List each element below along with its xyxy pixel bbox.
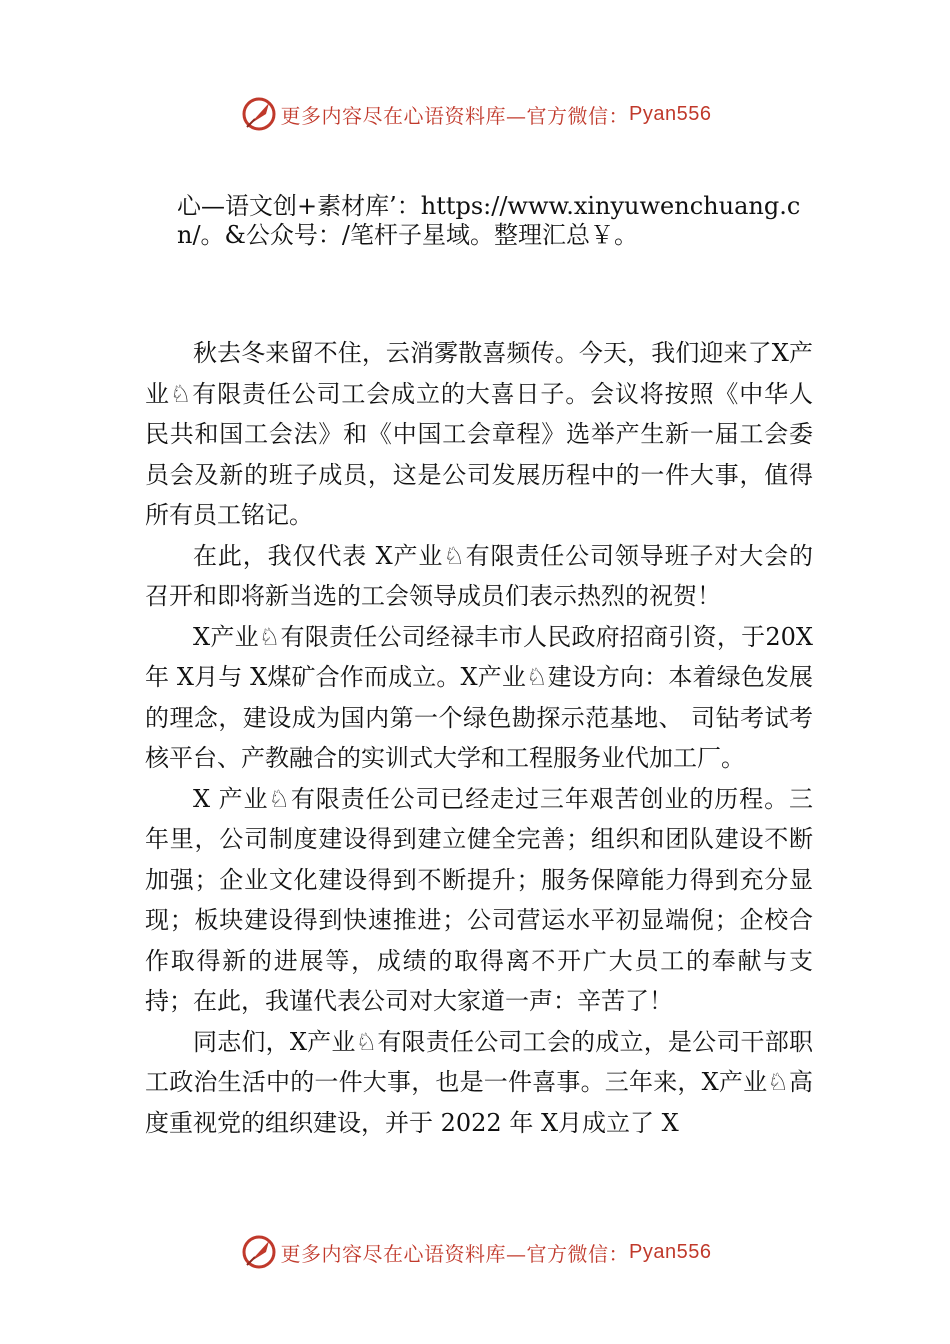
document-body bbox=[145, 333, 813, 1143]
banner-contact: Pyan556 bbox=[629, 102, 712, 125]
quill-logo-icon bbox=[239, 94, 279, 134]
paragraph: 秋去冬来留不住，云消雾散喜频传。今天，我们迎来了X产业♘有限责任公司工会成立的大喜日子。会议将按照《中华人民共和国工会法》和《中国工会章程》选举产生新一届工会委员会及新的班子成员，这是公司发展历程中的一件大事，值得所有员工铭记。 bbox=[145, 339, 813, 529]
intro-text: 心—语文创+素材库’：https://www.xinyuwenchuang.cn/。&公众号：/笔杆子星域。整理汇总￥。 bbox=[177, 192, 801, 249]
banner-contact: Pyan556 bbox=[629, 1240, 712, 1263]
paragraph: X 产业♘有限责任公司已经走过三年艰苦创业的历程。三年里，公司制度建设得到建立健全完善；组织和团队建设不断加强；企业文化建设得到不断提升；服务保障能力得到充分显现；板块建设得到快速推进；公司营运水平初显端倪；企校合作取得新的进展等，成绩的取得离不开广大员工的奉献与支持；在此，我谨代表公司对大家道一声：辛苦了！ bbox=[145, 784, 813, 1015]
banner-text: 更多内容尽在心语资料库—官方微信： bbox=[280, 103, 630, 128]
header-banner bbox=[0, 92, 950, 136]
footer-banner bbox=[0, 1230, 950, 1274]
banner-text: 更多内容尽在心语资料库—官方微信： bbox=[280, 1241, 630, 1266]
paragraph: 同志们，X产业♘有限责任公司工会的成立，是公司干部职工政治生活中的一件大事，也是一件喜事。三年来，X产业♘高度重视党的组织建设，并于 2022 年 X月成立了 X bbox=[145, 1027, 813, 1137]
paragraph: 在此，我仅代表 X产业♘有限责任公司领导班子对大会的召开和即将新当选的工会领导成员们表示热烈的祝贺！ bbox=[145, 541, 813, 610]
paragraph: X产业♘有限责任公司经禄丰市人民政府招商引资，于20X 年 X月与 X煤矿合作而成立。X产业♘建设方向：本着绿色发展的理念，建设成为国内第一个绿色勘探示范基地、 司钻考试考核平台、产教融合的实训式大学和工程服务业代加工厂。 bbox=[145, 622, 813, 772]
quill-logo-icon bbox=[239, 1232, 279, 1272]
